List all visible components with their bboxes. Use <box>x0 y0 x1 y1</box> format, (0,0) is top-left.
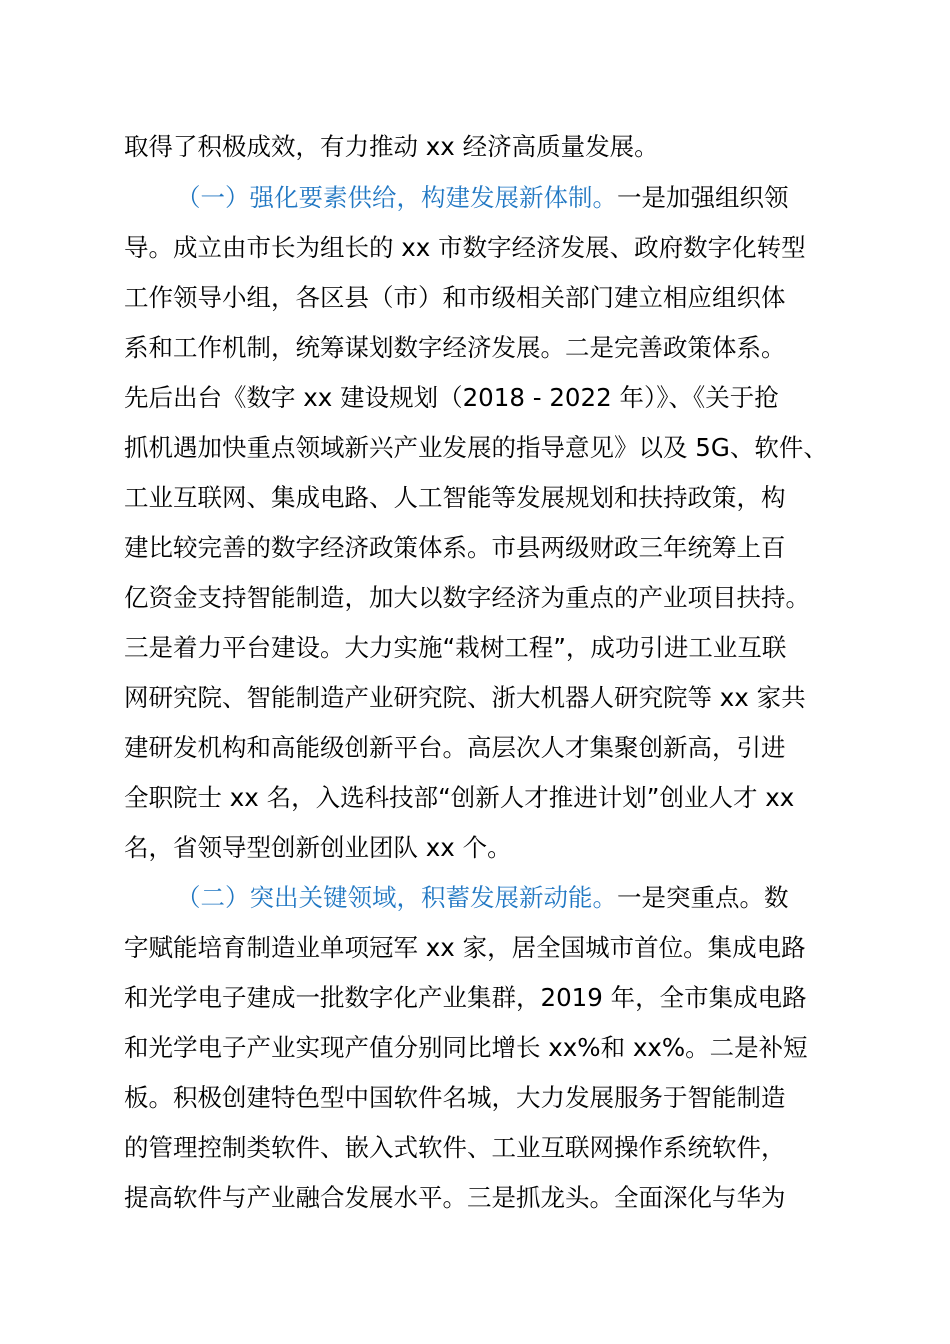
paragraph-line: 系和工作机制，统筹谋划数字经济发展。二是完善政策体系。 <box>124 333 786 362</box>
paragraph-line <box>176 182 789 214</box>
paragraph-line: 建比较完善的数字经济政策体系。市县两级财政三年统筹上百 <box>124 533 786 562</box>
paragraph-text: 一是突重点。数 <box>617 883 789 912</box>
paragraph-line: 和光学电子建成一批数字化产业集群，2019 年，全市集成电路 <box>124 983 807 1012</box>
paragraph-line: 网研究院、智能制造产业研究院、浙大机器人研究院等 xx 家共 <box>124 683 806 712</box>
paragraph-line: 板。积极创建特色型中国软件名城，大力发展服务于智能制造 <box>124 1083 786 1112</box>
paragraph-line: 导。成立由市长为组长的 xx 市数字经济发展、政府数字化转型 <box>124 233 806 262</box>
paragraph-line: 工作领导小组，各区县（市）和市级相关部门建立相应组织体 <box>124 283 786 312</box>
paragraph-line: 提高软件与产业融合发展水平。三是抓龙头。全面深化与华为 <box>124 1183 786 1212</box>
paragraph-line: 的管理控制类软件、嵌入式软件、工业互联网操作系统软件， <box>124 1133 786 1162</box>
paragraph-line: 字赋能培育制造业单项冠军 xx 家，居全国城市首位。集成电路 <box>124 933 806 962</box>
paragraph-line: 名，省领导型创新创业团队 xx 个。 <box>124 833 512 862</box>
paragraph-line: 先后出台《数字 xx 建设规划（2018 - 2022 年）》、《关于抢 <box>124 383 779 412</box>
paragraph-text: 一是加强组织领 <box>617 183 789 212</box>
section-heading-1: （一）强化要素供给，构建发展新体制。 <box>176 183 617 212</box>
paragraph-line: 取得了积极成效，有力推动 xx 经济高质量发展。 <box>124 132 659 161</box>
paragraph-line: 建研发机构和高能级创新平台。高层次人才集聚创新高，引进 <box>124 733 786 762</box>
paragraph-line: 全职院士 xx 名，入选科技部“创新人才推进计划”创业人才 xx <box>124 783 795 812</box>
paragraph-line: 三是着力平台建设。大力实施“栽树工程”，成功引进工业互联 <box>124 633 787 662</box>
paragraph-line: 抓机遇加快重点领域新兴产业发展的指导意见》以及 5G、软件、 <box>124 433 828 462</box>
section-heading-2: （二）突出关键领域，积蓄发展新动能。 <box>176 883 617 912</box>
paragraph-line: 工业互联网、集成电路、人工智能等发展规划和扶持政策，构 <box>124 483 786 512</box>
paragraph-line: 亿资金支持智能制造，加大以数字经济为重点的产业项目扶持。 <box>124 583 810 612</box>
paragraph-line <box>176 882 789 914</box>
paragraph-line: 和光学电子产业实现产值分别同比增长 xx%和 xx%。二是补短 <box>124 1033 808 1062</box>
